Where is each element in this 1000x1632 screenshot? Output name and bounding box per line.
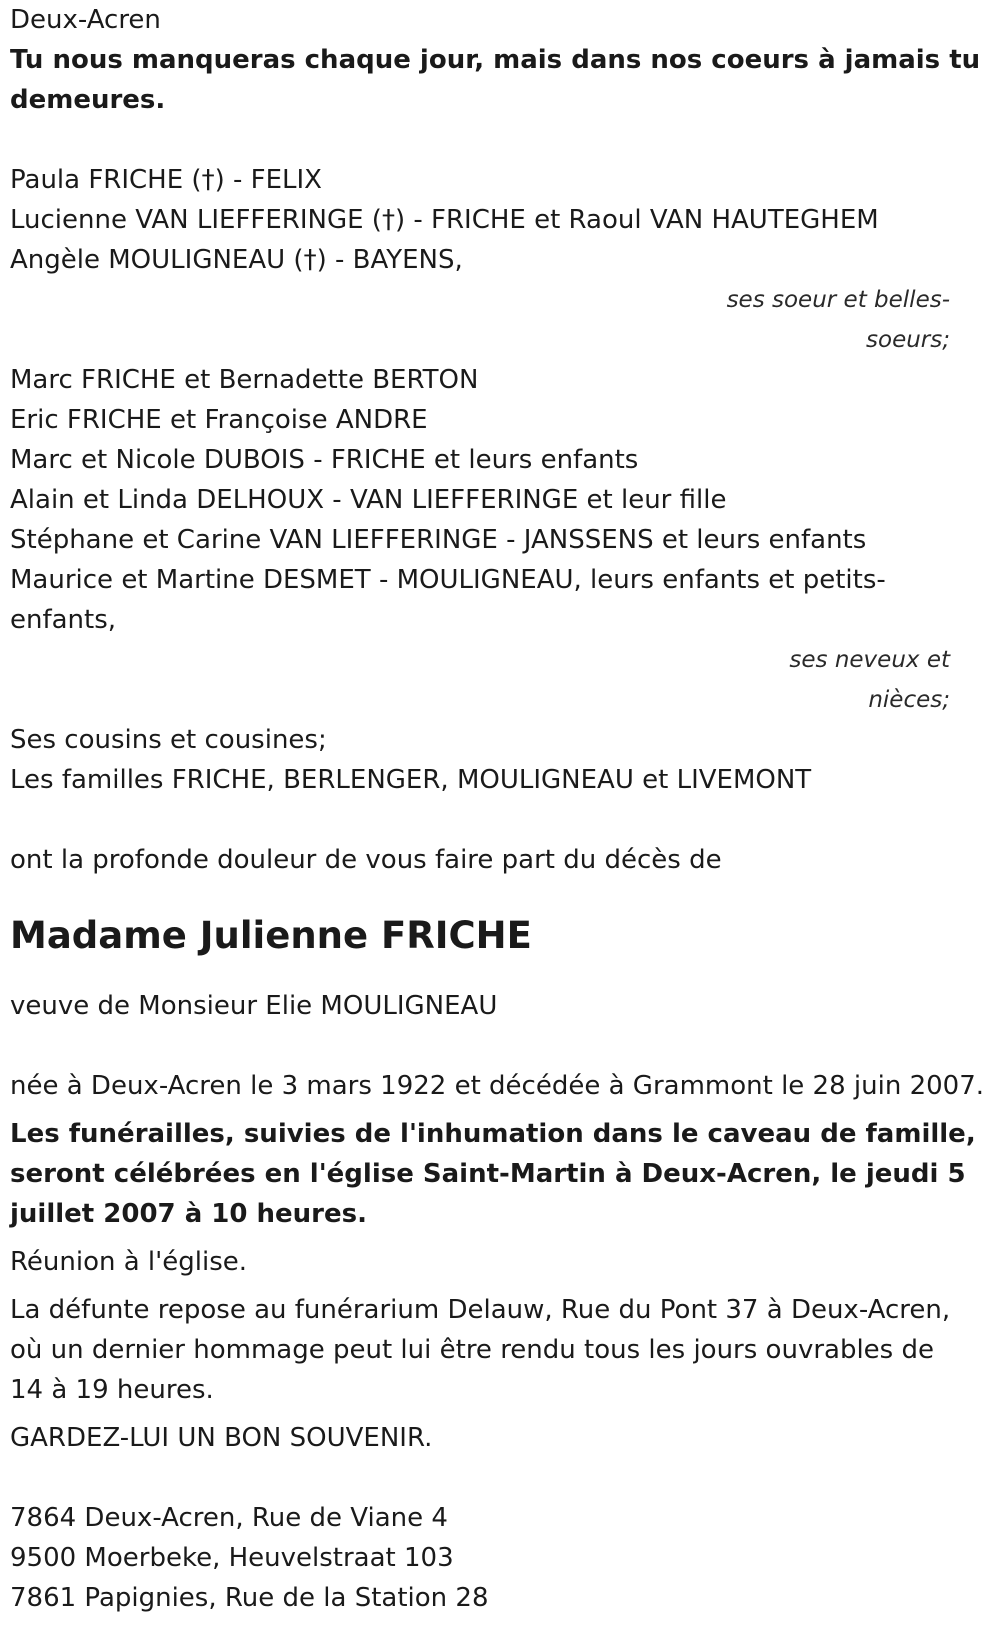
address: 7864 Deux-Acren, Rue de Viane 4 (10, 1503, 448, 1533)
closing-note (10, 1418, 990, 1458)
spacer (10, 1026, 990, 1066)
epitaph-line-2: demeures. (10, 85, 166, 115)
sibling-name: Angèle MOULIGNEAU (†) - BAYENS, (10, 245, 463, 275)
resting-place (10, 1290, 990, 1410)
address: 9500 Moerbeke, Heuvelstraat 103 (10, 1543, 454, 1573)
spacer (10, 800, 990, 840)
meeting-text: Réunion à l'église. (10, 1247, 248, 1277)
sibling-name: Paula FRICHE (†) - FELIX (10, 165, 322, 195)
rest-line-1: La défunte repose au funérarium Delauw, Rue du Pont 37 à Deux-Acren, (10, 1295, 951, 1325)
closing-text: GARDEZ-LUI UN BON SOUVENIR. (10, 1423, 433, 1453)
nephew-name: Marc FRICHE et Bernadette BERTON (10, 365, 479, 395)
other-relatives: Ses cousins et cousines; (10, 725, 327, 755)
siblings-role-line-1: ses soeur et belles- (726, 287, 950, 313)
sibling-name: Lucienne VAN LIEFFERINGE (†) - FRICHE et Raoul VAN HAUTEGHEM (10, 205, 879, 235)
nephews-role-line-2: nièces; (868, 687, 950, 713)
nephew-name: Maurice et Martine DESMET - MOULIGNEAU, leurs enfants et petits- (10, 565, 886, 595)
siblings-role-line-2: soeurs; (866, 327, 950, 353)
address: 7861 Papignies, Rue de la Station 28 (10, 1583, 489, 1613)
rest-line-3: 14 à 19 heures. (10, 1375, 214, 1405)
funeral-line-2: seront célébrées en l'église Saint-Martin à Deux-Acren, le jeudi 5 (10, 1159, 966, 1189)
other-relatives: Les familles FRICHE, BERLENGER, MOULIGNEAU et LIVEMONT (10, 765, 812, 795)
widow-of: veuve de Monsieur Elie MOULIGNEAU (10, 991, 498, 1021)
spacer (10, 120, 990, 160)
nephew-name: Eric FRICHE et Françoise ANDRE (10, 405, 428, 435)
nephew-name: Alain et Linda DELHOUX - VAN LIEFFERINGE et leur fille (10, 485, 727, 515)
nephew-name: Stéphane et Carine VAN LIEFFERINGE - JANSSENS et leurs enfants (10, 525, 867, 555)
place-header: Deux-Acren (10, 5, 161, 35)
nephew-name: Marc et Nicole DUBOIS - FRICHE et leurs enfants (10, 445, 639, 475)
nephew-name: enfants, (10, 605, 117, 635)
meeting-note (10, 1242, 990, 1282)
spacer (10, 1458, 990, 1498)
funeral-details (10, 1114, 990, 1234)
birth-death: née à Deux-Acren le 3 mars 1922 et décédée à Grammont le 28 juin 2007. (10, 1071, 984, 1101)
announcement-text: ont la profonde douleur de vous faire part du décès de (10, 845, 722, 875)
funeral-line-1: Les funérailles, suivies de l'inhumation dans le caveau de famille, (10, 1119, 976, 1149)
deceased-name: Madame Julienne FRICHE (10, 914, 532, 957)
obituary-notice (10, 0, 990, 1618)
rest-line-2: où un dernier hommage peut lui être rendu tous les jours ouvrables de (10, 1335, 934, 1365)
nephews-role-line-1: ses neveux et (789, 647, 950, 673)
funeral-line-3: juillet 2007 à 10 heures. (10, 1199, 367, 1229)
epitaph-line-1: Tu nous manqueras chaque jour, mais dans nos coeurs à jamais tu (10, 45, 981, 75)
